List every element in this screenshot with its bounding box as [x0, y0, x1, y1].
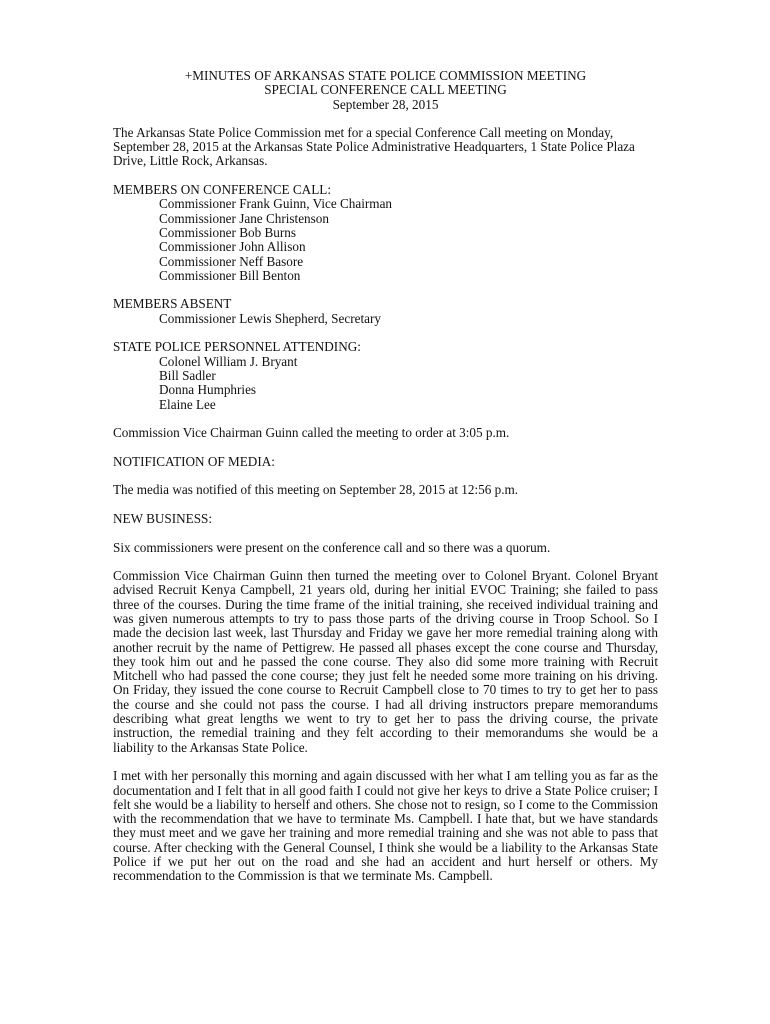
list-item: Bill Sadler	[159, 367, 216, 383]
members-call-title: MEMBERS ON CONFERENCE CALL:	[113, 182, 331, 198]
body-paragraph-2: I met with her personally this morning and again discussed with her what I am telling you as far as the documentation and I felt that in all good faith I could not give her keys to drive a State Police cruiser; I felt she would be a liability to herself and others. She chose not to resign, so I come to the Commission with the recommendation that we have to terminate Ms. Campbell. I hate that, but we have standards they must meet and we gave her training and more remedial training and she was not able to pass that course. After checking with the General Counsel, I think she would be a liability to the Arkansas State Police if we put her out on the road and she had an accident and hurt herself or others. My recommendation to the Commission is that we terminate Ms. Campbell.	[113, 768, 658, 884]
header-date: September 28, 2015	[332, 96, 439, 112]
header-title: +MINUTES OF ARKANSAS STATE POLICE COMMISSION MEETING	[184, 68, 587, 83]
personnel-section	[113, 340, 658, 411]
list-item: Commissioner Jane Christenson	[159, 210, 329, 226]
members-call-list	[113, 197, 658, 283]
list-item: Colonel William J. Bryant	[159, 353, 298, 369]
body-paragraph-1: Commission Vice Chairman Guinn then turned the meeting over to Colonel Bryant. Colonel Bryant advised Recruit Kenya Campbell, 21 years old, during her initial EVOC Training; she failed to pass three of the courses. During the time frame of the initial training, she received individual training and was given numerous attempts to try to pass those parts of the driving course in Troop School. So I made the decision last week, last Thursday and Friday we gave her more remedial training along with another recruit by the name of Pettigrew. He passed all phases except the cone course and Thursday, they took him out and he passed the cone course. They also did some more training with Recruit Mitchell who had passed the cone course; they just felt he needed some more training on his driving. On Friday, they issued the cone course to Recruit Campbell close to 70 times to try to get her to pass the course and she could not pass the course. I had all driving instructors prepare memorandums describing what great lengths we went to try to get her to pass the driving course, the private instruction, the remedial training and they felt according to their memorandums she would be a liability to the Arkansas State Police.	[113, 568, 658, 755]
call-to-order: Commission Vice Chairman Guinn called the meeting to order at 3:05 p.m.	[113, 425, 510, 441]
personnel-list	[113, 355, 658, 412]
list-item: Commissioner Lewis Shepherd, Secretary	[159, 310, 381, 326]
intro-paragraph: The Arkansas State Police Commission met for a special Conference Call meeting on Monday, September 28, 2015 at the Arkansas State Police Administrative Headquarters, 1 State Police Plaza Drive, Little Rock, Arkansas.	[113, 124, 635, 169]
media-title: NOTIFICATION OF MEDIA:	[113, 453, 275, 469]
members-call-section	[113, 183, 658, 283]
members-absent-list	[113, 312, 658, 326]
document-page	[113, 69, 658, 898]
list-item: Commissioner Bob Burns	[159, 224, 297, 240]
document-header	[113, 69, 658, 112]
list-item: Commissioner Bill Benton	[159, 267, 301, 283]
quorum-paragraph: Six commissioners were present on the conference call and so there was a quorum.	[113, 539, 551, 555]
list-item: Commissioner Frank Guinn, Vice Chairman	[159, 196, 393, 212]
list-item: Commissioner Neff Basore	[159, 253, 304, 269]
list-item: Donna Humphries	[159, 382, 257, 398]
members-absent-title: MEMBERS ABSENT	[113, 296, 232, 312]
list-item: Elaine Lee	[159, 396, 216, 412]
new-business-title: NEW BUSINESS:	[113, 510, 213, 526]
media-text: The media was notified of this meeting on September 28, 2015 at 12:56 p.m.	[113, 482, 519, 498]
header-subtitle: SPECIAL CONFERENCE CALL MEETING	[264, 82, 507, 98]
list-item: Commissioner John Allison	[159, 239, 306, 255]
personnel-title: STATE POLICE PERSONNEL ATTENDING:	[113, 339, 361, 355]
members-absent-section	[113, 297, 658, 326]
